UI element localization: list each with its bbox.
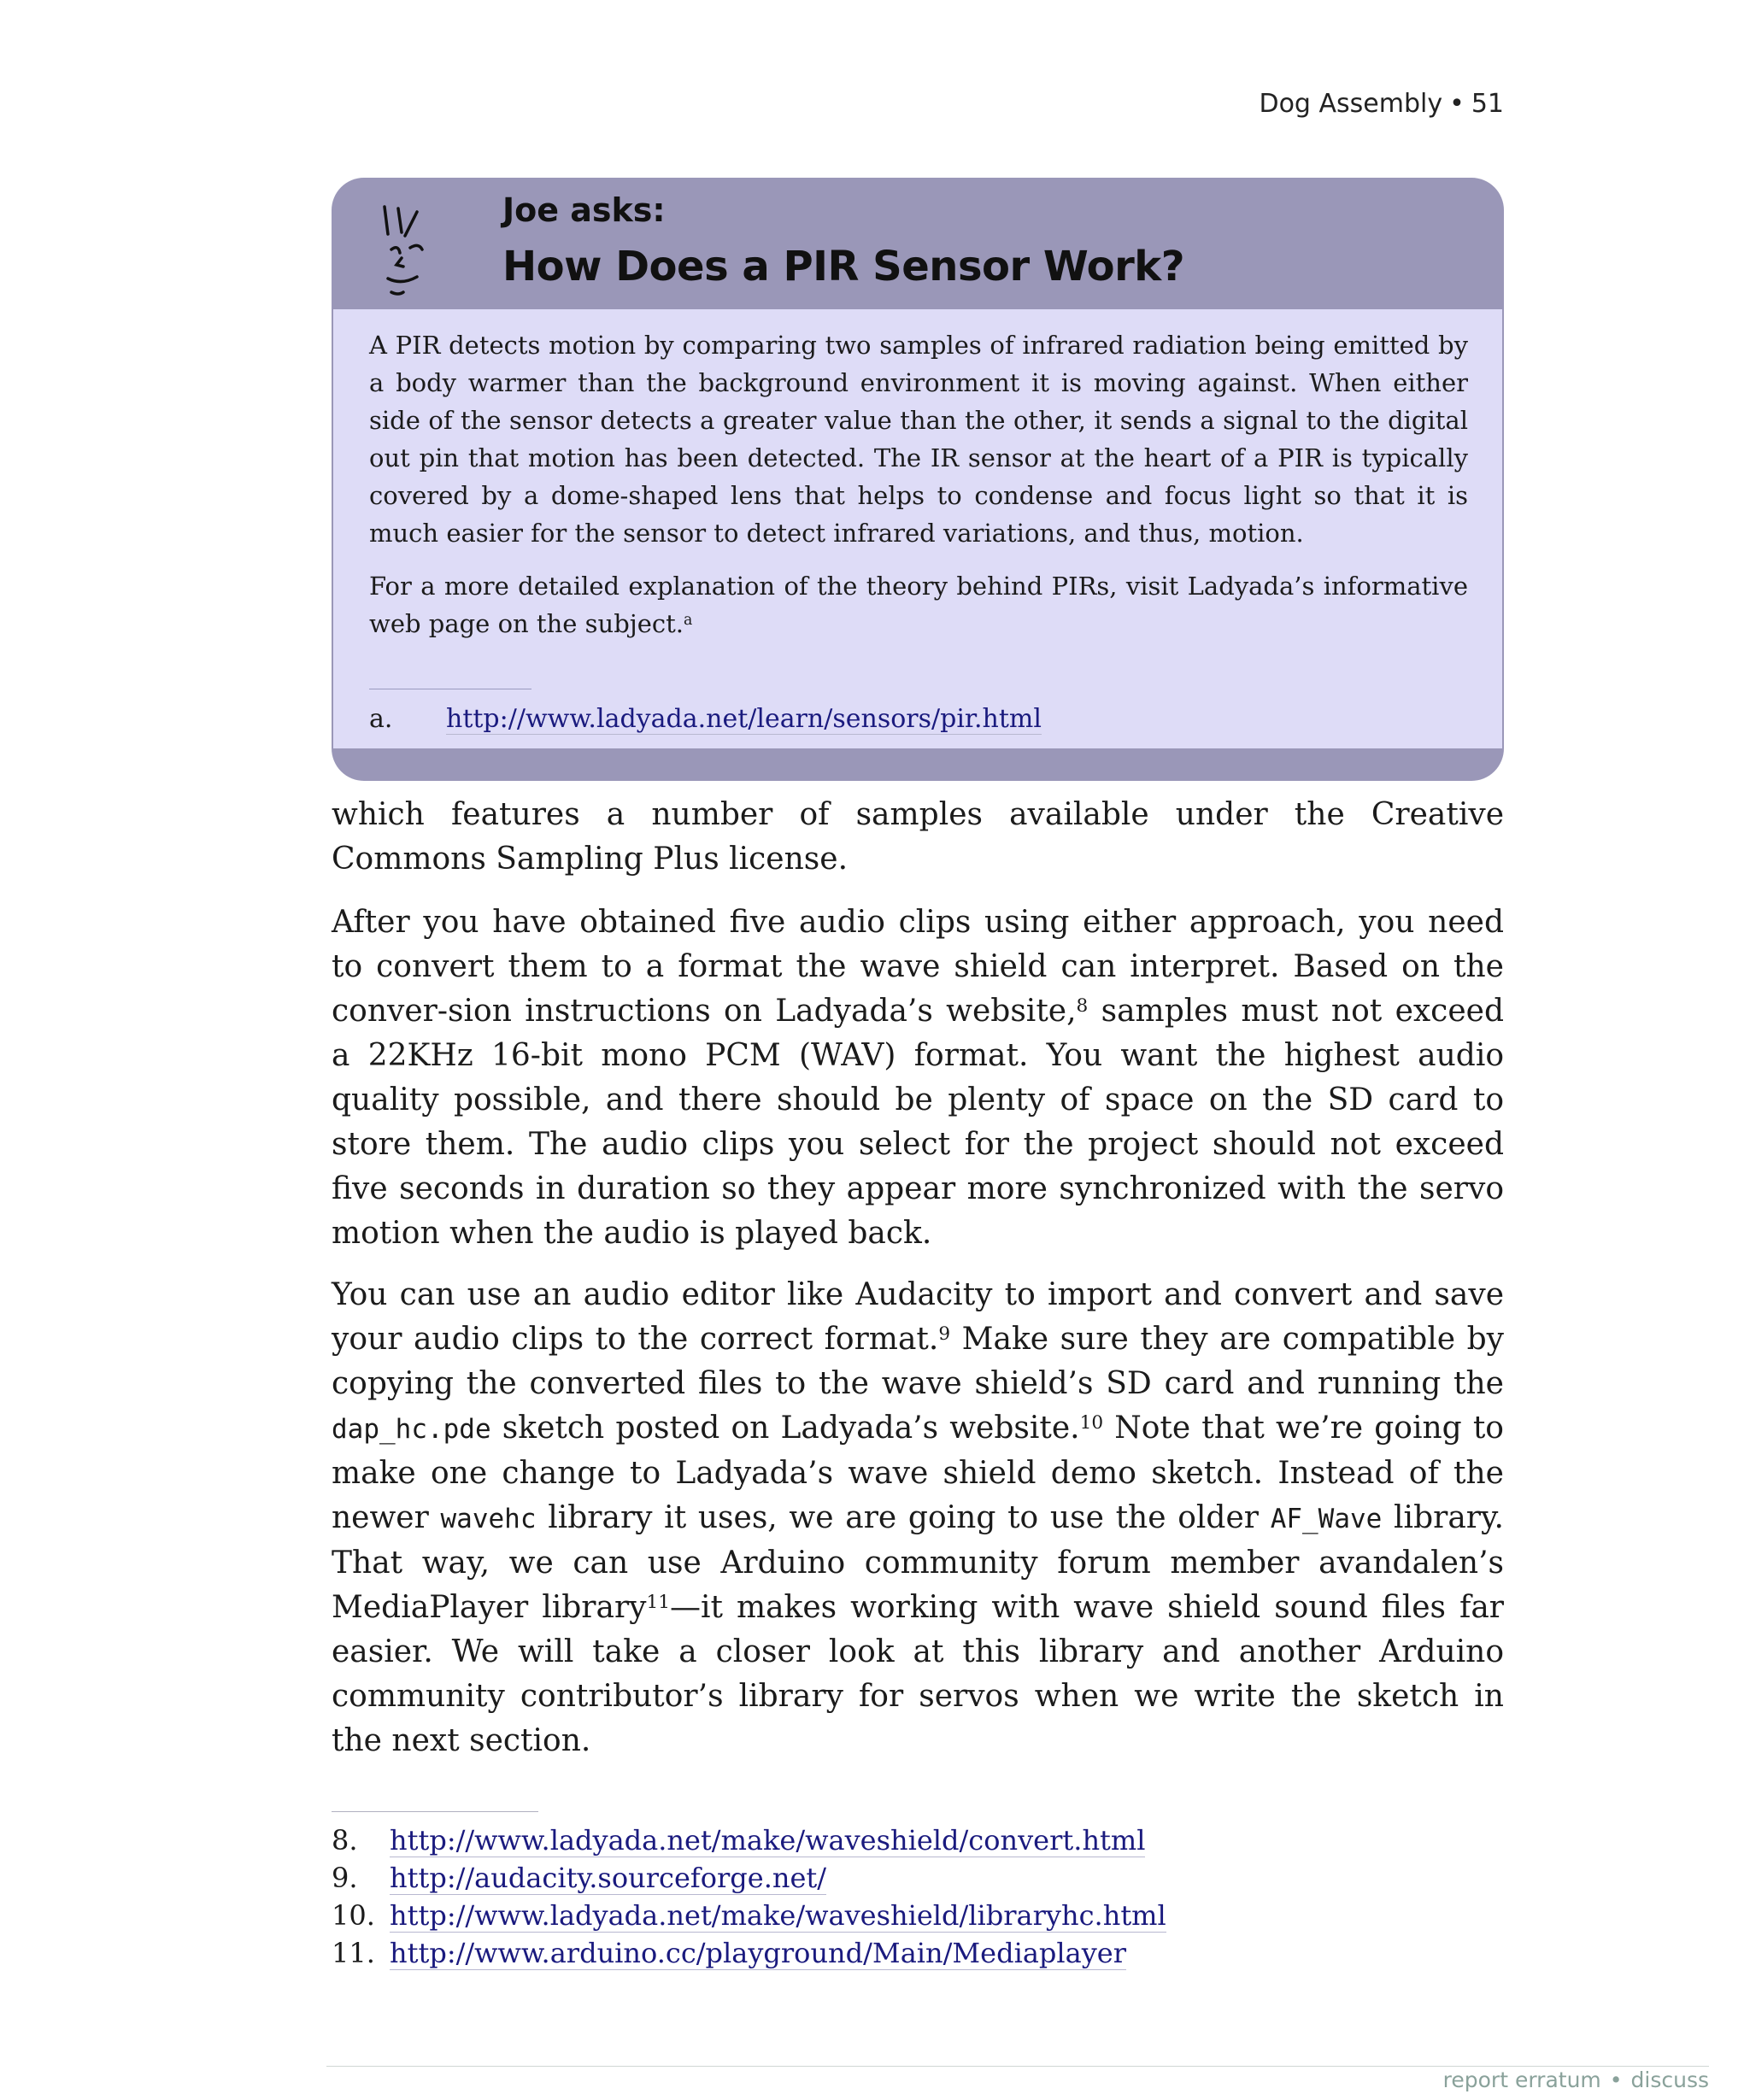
text-run: library it uses, we are going to use the older	[536, 1500, 1271, 1535]
sidebar-body	[333, 309, 1502, 748]
text-run: sketch posted on Ladyada’s website.	[490, 1411, 1080, 1446]
chapter-title: Dog Assembly	[1259, 89, 1443, 119]
footnote-link[interactable]: http://audacity.sourceforge.net/	[390, 1862, 827, 1894]
inline-code: AF_Wave	[1270, 1504, 1383, 1534]
joe-asks-sidebar	[332, 178, 1504, 781]
footnote-item	[332, 1897, 1166, 1934]
sidebar-paragraph: A PIR detects motion by comparing two samples of infrared radiation being emitted by a body warmer than the background environment it is moving against. When either side of the sensor detects a greater value than the other, it sends a signal to the digital out pin that motion has been detected. The IR sensor at the heart of a PIR is typically covered by a dome-shaped lens that helps to condense and focus light so that it is much easier for the sensor to detect infrared variations, and thus, motion.	[369, 331, 1468, 548]
footer-separator: •	[1609, 2068, 1623, 2092]
header-bullet: •	[1449, 89, 1465, 119]
footnote-ref[interactable]: 8	[1076, 995, 1089, 1018]
footnotes-divider	[332, 1811, 538, 1812]
footnote-item	[332, 1934, 1166, 1972]
sidebar-header	[332, 178, 1504, 309]
body-paragraph	[332, 1273, 1504, 1763]
text-run: Note that we’re going to make one change to Ladyada’s wave shield demo sketch. Instead of the newer	[332, 1411, 1504, 1535]
footer-divider	[326, 2066, 1709, 2067]
footnote-marker: a.	[369, 704, 393, 734]
sidebar-paragraph	[369, 567, 1468, 642]
sidebar-footnote	[369, 701, 1042, 738]
footnote-link[interactable]: http://www.ladyada.net/make/waveshield/convert.html	[390, 1824, 1146, 1857]
footnote-link[interactable]: http://www.arduino.cc/playground/Main/Mediaplayer	[390, 1937, 1126, 1969]
body-paragraph	[332, 900, 1504, 1256]
footnote-number: 11.	[332, 1937, 375, 1969]
footnote-link[interactable]: http://www.ladyada.net/make/waveshield/libraryhc.html	[390, 1899, 1166, 1932]
inline-code: dap_hc.pde	[332, 1414, 491, 1445]
footnote-ref[interactable]: 9	[938, 1323, 951, 1346]
sidebar-kicker: Joe asks:	[502, 191, 666, 229]
discuss-link[interactable]: discuss	[1630, 2068, 1709, 2092]
report-erratum-link[interactable]: report erratum	[1442, 2068, 1601, 2092]
text-run: —it makes working with wave shield sound files far easier. We will take a closer look at this library and another Arduino community contributor’s library for servos when we write the sketch in the next section.	[332, 1590, 1505, 1758]
text-run: You can use an audio editor like Audacity to import and convert and save your audio clips to the correct format.	[332, 1277, 1504, 1357]
footnote-number: 9.	[332, 1862, 358, 1894]
footer-links	[1443, 2068, 1709, 2092]
footnote-ref[interactable]: a	[684, 612, 693, 630]
footnote-item	[332, 1821, 1166, 1859]
footnote-ref[interactable]: 10	[1079, 1412, 1104, 1434]
footnote-number: 8.	[332, 1824, 358, 1857]
text-run: samples must not exceed a 22KHz 16-bit mono PCM (WAV) format. You want the highest audio quality possible, and there should be plenty of space on the SD card to store them. The audio clips you select for the project should not exceed five seconds in duration so they appear more synchronized with the servo motion when the audio is played back.	[332, 994, 1504, 1251]
joe-face-icon	[379, 197, 439, 299]
footnote-ref[interactable]: 11	[646, 1592, 670, 1614]
text-run: After you have obtained five audio clips using either approach, you need to convert them to a format the wave shield can interpret. Based on the conver-sion instructions on Ladyada’s website,	[332, 905, 1504, 1029]
body-paragraph: which features a number of samples available under the Creative Commons Sampling Plus license.	[332, 797, 1504, 877]
page-number: 51	[1471, 89, 1504, 119]
running-head	[1259, 89, 1504, 119]
footnote-item	[332, 1859, 1166, 1897]
sidebar-paragraph-text: For a more detailed explanation of the theory behind PIRs, visit Ladyada’s informative web page on the subject.	[369, 572, 1468, 638]
inline-code: wavehc	[440, 1504, 537, 1534]
footnotes-list	[332, 1821, 1166, 1972]
text-run: Make sure they are compatible by copying the converted files to the wave shield’s SD card and running the	[332, 1322, 1504, 1401]
text-run: library. That way, we can use Arduino community forum member avandalen’s MediaPlayer library	[332, 1500, 1504, 1625]
footnote-link[interactable]: http://www.ladyada.net/learn/sensors/pir.html	[446, 704, 1042, 734]
footnote-number: 10.	[332, 1899, 375, 1932]
sidebar-title: How Does a PIR Sensor Work?	[502, 243, 1185, 290]
